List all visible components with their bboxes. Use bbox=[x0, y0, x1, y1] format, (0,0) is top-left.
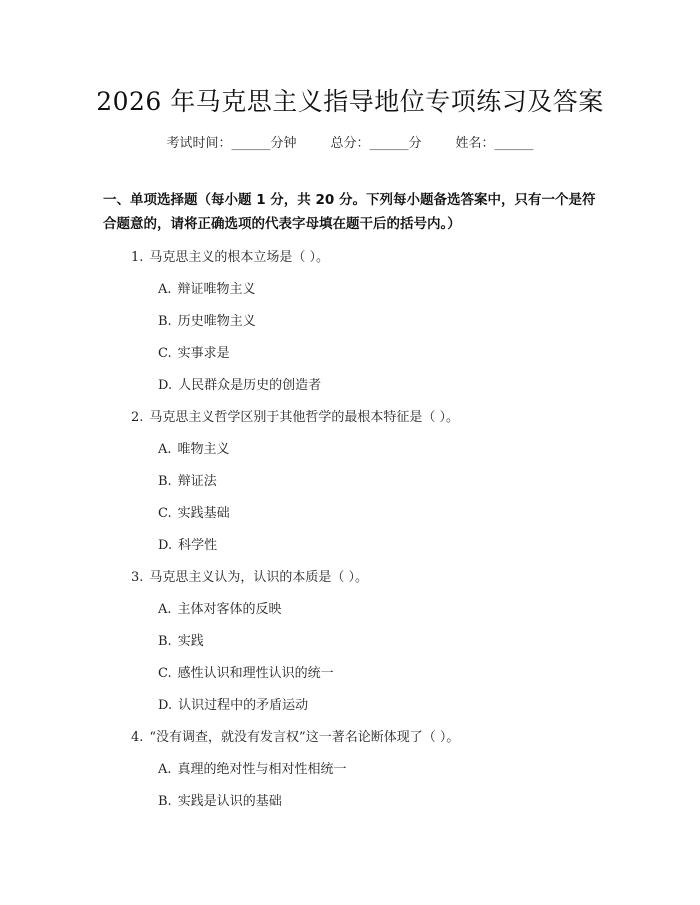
question-text: 马克思主义哲学区别于其他哲学的最根本特征是（ ）。 bbox=[149, 410, 460, 425]
option-letter: C. bbox=[158, 506, 172, 521]
question-number: 3. bbox=[131, 570, 144, 585]
option-4a bbox=[158, 758, 347, 777]
option-letter: C. bbox=[158, 666, 172, 681]
question-2 bbox=[131, 406, 459, 425]
question-text: 马克思主义的根本立场是（ ）。 bbox=[149, 250, 330, 265]
option-text: 唯物主义 bbox=[177, 442, 230, 457]
option-2d bbox=[158, 534, 217, 553]
total-score-field: 总分：______分 bbox=[330, 136, 422, 151]
option-1a bbox=[158, 278, 256, 297]
question-number: 4. bbox=[131, 730, 144, 745]
option-letter: D. bbox=[158, 538, 173, 553]
option-letter: B. bbox=[158, 794, 172, 809]
option-letter: B. bbox=[158, 634, 172, 649]
question-4 bbox=[131, 726, 459, 745]
question-1 bbox=[131, 246, 329, 265]
option-text: 真理的绝对性与相对性相统一 bbox=[177, 762, 347, 777]
option-letter: D. bbox=[158, 378, 173, 393]
option-3a bbox=[158, 598, 282, 617]
option-3d bbox=[158, 694, 308, 713]
option-text: 主体对客体的反映 bbox=[177, 602, 282, 617]
option-letter: D. bbox=[158, 698, 173, 713]
option-3b bbox=[158, 630, 204, 649]
option-letter: A. bbox=[158, 282, 172, 297]
option-text: 感性认识和理性认识的统一 bbox=[177, 666, 334, 681]
option-2c bbox=[158, 502, 230, 521]
option-4b bbox=[158, 790, 282, 809]
option-text: 实践基础 bbox=[177, 506, 230, 521]
option-text: 辩证法 bbox=[177, 474, 217, 489]
option-3c bbox=[158, 662, 334, 681]
option-text: 实事求是 bbox=[177, 346, 230, 361]
option-2a bbox=[158, 438, 230, 457]
page-title: 2026 年马克思主义指导地位专项练习及答案 bbox=[96, 87, 604, 116]
option-text: 认识过程中的矛盾运动 bbox=[178, 698, 309, 713]
option-text: 人民群众是历史的创造者 bbox=[178, 378, 322, 393]
option-text: 科学性 bbox=[178, 538, 218, 553]
question-text: 马克思主义认为，认识的本质是（ ）。 bbox=[149, 570, 369, 585]
exam-time-field: 考试时间：______分钟 bbox=[166, 136, 297, 151]
name-field: 姓名：______ bbox=[455, 136, 534, 151]
option-2b bbox=[158, 470, 217, 489]
section-heading: 一、单项选择题（每小题 1 分，共 20 分。下列每小题备选答案中，只有一个是符合题意的，请将正确选项的代表字母填在题干后的括号内。） bbox=[103, 192, 596, 232]
option-text: 历史唯物主义 bbox=[177, 314, 256, 329]
option-letter: A. bbox=[158, 762, 172, 777]
question-3 bbox=[131, 566, 368, 585]
question-number: 1. bbox=[131, 250, 144, 265]
option-1c bbox=[158, 342, 230, 361]
option-text: 辩证唯物主义 bbox=[177, 282, 256, 297]
option-letter: B. bbox=[158, 314, 172, 329]
option-letter: B. bbox=[158, 474, 172, 489]
option-1b bbox=[158, 310, 256, 329]
question-text: “没有调查，就没有发言权”这一著名论断体现了（ ）。 bbox=[149, 730, 460, 745]
option-letter: C. bbox=[158, 346, 172, 361]
option-text: 实践是认识的基础 bbox=[177, 794, 282, 809]
option-letter: A. bbox=[158, 602, 172, 617]
exam-meta bbox=[0, 132, 700, 151]
option-1d bbox=[158, 374, 321, 393]
question-number: 2. bbox=[131, 410, 144, 425]
option-letter: A. bbox=[158, 442, 172, 457]
option-text: 实践 bbox=[177, 634, 204, 649]
